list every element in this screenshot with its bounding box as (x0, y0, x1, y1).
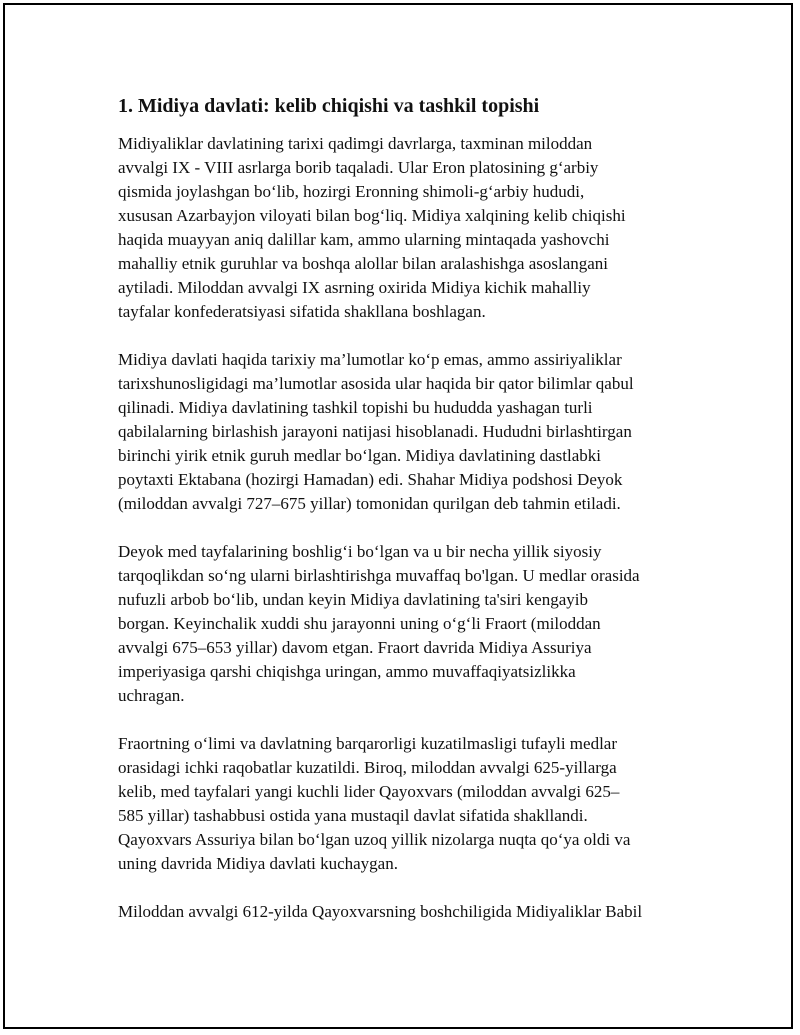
text-line: Fraortning o‘limi va davlatning barqarorligi kuzatilmasligi tufayli medlar (118, 734, 618, 753)
paragraph-2 (118, 348, 698, 516)
section-heading: 1. Midiya davlati: kelib chiqishi va tashkil topishi (118, 95, 540, 117)
text-line: aytiladi. Miloddan avvalgi IX asrning oxirida Midiya kichik mahalliy (118, 278, 591, 297)
text-line: birinchi yirik etnik guruh medlar bo‘lgan. Midiya davlatining dastlabki (118, 446, 601, 465)
text-line: kelib, med tayfalari yangi kuchli lider Qayoxvars (miloddan avvalgi 625– (118, 782, 620, 801)
paragraph-1 (118, 132, 698, 324)
paragraph-5 (118, 900, 698, 924)
text-line: Midiyaliklar davlatining tarixi qadimgi davrlarga, taxminan miloddan (118, 134, 593, 153)
text-line: tarixshunosligidagi ma’lumotlar asosida ular haqida bir qator bilimlar qabul (118, 374, 634, 393)
text-line: qismida joylashgan bo‘lib, hozirgi Eronning shimoli-g‘arbiy hududi, (118, 182, 585, 201)
text-line: Deyok med tayfalarining boshlig‘i bo‘lgan va u bir necha yillik siyosiy (118, 542, 602, 561)
text-line: (miloddan avvalgi 727–675 yillar) tomonidan qurilgan deb tahmin etiladi. (118, 494, 621, 513)
text-line: Qayoxvars Assuriya bilan bo‘lgan uzoq yillik nizolarga nuqta qo‘ya oldi va (118, 830, 631, 849)
text-line: poytaxti Ektabana (hozirgi Hamadan) edi. Shahar Midiya podshosi Deyok (118, 470, 623, 489)
text-line: uchragan. (118, 686, 185, 705)
text-line: avvalgi 675–653 yillar) davom etgan. Fraort davrida Midiya Assuriya (118, 638, 592, 657)
text-line: mahalliy etnik guruhlar va boshqa alollar bilan aralashishga asoslangani (118, 254, 609, 273)
text-line: orasidagi ichki raqobatlar kuzatildi. Biroq, miloddan avvalgi 625-yillarga (118, 758, 617, 777)
text-line: nufuzli arbob bo‘lib, undan keyin Midiya davlatining ta'siri kengayib (118, 590, 588, 609)
text-line: tarqoqlikdan so‘ng ularni birlashtirishga muvaffaq bo'lgan. U medlar orasida (118, 566, 640, 585)
paragraph-3 (118, 540, 698, 708)
text-line: borgan. Keyinchalik xuddi shu jarayonni uning o‘g‘li Fraort (miloddan (118, 614, 601, 633)
text-line: tayfalar konfederatsiyasi sifatida shakllana boshlagan. (118, 302, 486, 321)
paragraph-4 (118, 732, 698, 876)
text-line: Midiya davlati haqida tarixiy ma’lumotlar ko‘p emas, ammo assiriyaliklar (118, 350, 622, 369)
text-line: 585 yillar) tashabbusi ostida yana mustaqil davlat sifatida shakllandi. (118, 806, 588, 825)
text-line: imperiyasiga qarshi chiqishga uringan, ammo muvaffaqiyatsizlikka (118, 662, 576, 681)
text-line: qilinadi. Midiya davlatining tashkil topishi bu hududda yashagan turli (118, 398, 593, 417)
document-body (118, 92, 698, 948)
text-line: qabilalarning birlashish jarayoni natijasi hisoblanadi. Hududni birlashtirgan (118, 422, 632, 441)
text-line: haqida muayyan aniq dalillar kam, ammo ularning mintaqada yashovchi (118, 230, 610, 249)
text-line: Miloddan avvalgi 612-yilda Qayoxvarsning boshchiligida Midiyaliklar Babil (118, 902, 643, 921)
text-line: avvalgi IX - VIII asrlarga borib taqaladi. Ular Eron platosining g‘arbiy (118, 158, 599, 177)
text-line: xususan Azarbayjon viloyati bilan bog‘liq. Midiya xalqining kelib chiqishi (118, 206, 626, 225)
text-line: uning davrida Midiya davlati kuchaygan. (118, 854, 398, 873)
